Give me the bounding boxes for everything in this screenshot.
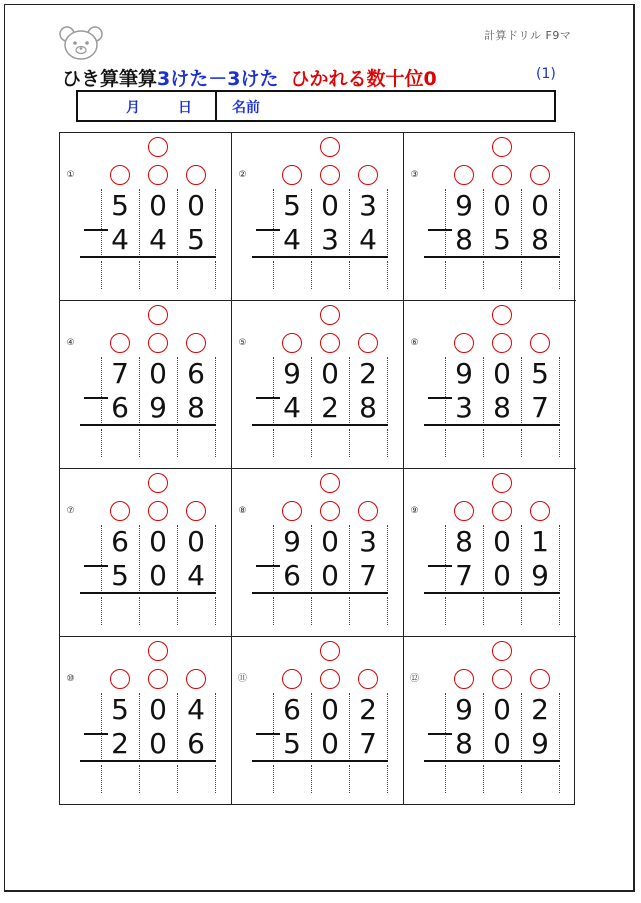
answer-area[interactable] bbox=[100, 763, 216, 795]
answer-line bbox=[80, 592, 216, 594]
subtrahend-digit: 7 bbox=[455, 559, 473, 592]
month-label: 月 bbox=[126, 100, 140, 116]
subtrahend-digit: 8 bbox=[187, 391, 205, 424]
borrow-circle[interactable] bbox=[530, 501, 550, 521]
problem-cell bbox=[60, 133, 232, 301]
minuend-digit: 1 bbox=[531, 525, 549, 558]
borrow-circle[interactable] bbox=[492, 501, 512, 521]
minuend-digit: 7 bbox=[111, 357, 129, 390]
borrow-circle[interactable] bbox=[492, 305, 512, 325]
problem-cell bbox=[60, 469, 232, 637]
subtrahend-digit: 6 bbox=[187, 727, 205, 760]
column-guide bbox=[273, 357, 274, 423]
minuend-digit: 6 bbox=[187, 357, 205, 390]
column-guide bbox=[101, 357, 102, 423]
subtrahend-digit: 8 bbox=[493, 391, 511, 424]
borrow-circle[interactable] bbox=[492, 137, 512, 157]
answer-line bbox=[252, 760, 388, 762]
problem-number: ⑦ bbox=[66, 506, 75, 516]
column-guide bbox=[311, 357, 312, 423]
minuend-digit: 0 bbox=[493, 189, 511, 222]
column-guide bbox=[177, 525, 178, 591]
column-guide bbox=[445, 357, 446, 423]
minuend-digit: 3 bbox=[359, 189, 377, 222]
minuend-digit: 3 bbox=[359, 525, 377, 558]
borrow-circle[interactable] bbox=[282, 165, 302, 185]
problem-number: ② bbox=[238, 170, 247, 180]
subtrahend-digit: 4 bbox=[111, 223, 129, 256]
minuend-digit: 0 bbox=[321, 525, 339, 558]
problem-cell bbox=[232, 301, 404, 469]
problem-cell bbox=[404, 301, 576, 469]
column-guide bbox=[445, 525, 446, 591]
answer-area[interactable] bbox=[272, 763, 388, 795]
sheet-number: (1) bbox=[536, 66, 556, 82]
minuend-digit: 0 bbox=[149, 525, 167, 558]
borrow-circle[interactable] bbox=[282, 501, 302, 521]
problem-number: ⑤ bbox=[238, 338, 247, 348]
column-guide bbox=[349, 357, 350, 423]
column-guide bbox=[387, 357, 388, 423]
answer-line bbox=[252, 424, 388, 426]
borrow-circle[interactable] bbox=[282, 333, 302, 353]
subtrahend-digit: 0 bbox=[493, 727, 511, 760]
column-guide bbox=[521, 357, 522, 423]
borrow-circle[interactable] bbox=[320, 473, 340, 493]
answer-area[interactable] bbox=[100, 427, 216, 459]
subtrahend-digit: 6 bbox=[283, 559, 301, 592]
column-guide bbox=[273, 693, 274, 759]
problem-number: ④ bbox=[66, 338, 75, 348]
borrow-circle[interactable] bbox=[530, 333, 550, 353]
column-guide bbox=[139, 525, 140, 591]
subtrahend-digit: 6 bbox=[111, 391, 129, 424]
column-guide bbox=[559, 189, 560, 255]
borrow-circle[interactable] bbox=[186, 333, 206, 353]
subtrahend-digit: 5 bbox=[187, 223, 205, 256]
borrow-circle[interactable] bbox=[454, 669, 474, 689]
answer-line bbox=[80, 760, 216, 762]
column-guide bbox=[559, 525, 560, 591]
borrow-circle[interactable] bbox=[186, 165, 206, 185]
column-guide bbox=[445, 189, 446, 255]
borrow-circle[interactable] bbox=[454, 165, 474, 185]
problem-number: ③ bbox=[410, 170, 419, 180]
column-guide bbox=[177, 693, 178, 759]
problem-cell bbox=[404, 133, 576, 301]
column-guide bbox=[273, 189, 274, 255]
borrow-circle[interactable] bbox=[148, 473, 168, 493]
borrow-circle[interactable] bbox=[148, 333, 168, 353]
minuend-digit: 5 bbox=[531, 357, 549, 390]
subtrahend-digit: 4 bbox=[359, 223, 377, 256]
subtrahend-digit: 9 bbox=[531, 559, 549, 592]
minuend-digit: 9 bbox=[283, 357, 301, 390]
borrow-circle[interactable] bbox=[320, 669, 340, 689]
minuend-digit: 0 bbox=[493, 525, 511, 558]
brand-label: 計算ドリル F9マ bbox=[484, 29, 572, 42]
minuend-digit: 0 bbox=[149, 693, 167, 726]
minuend-digit: 6 bbox=[283, 693, 301, 726]
answer-area[interactable] bbox=[444, 763, 560, 795]
minuend-digit: 0 bbox=[493, 693, 511, 726]
subtrahend-digit: 4 bbox=[149, 223, 167, 256]
column-guide bbox=[139, 357, 140, 423]
borrow-circle[interactable] bbox=[320, 333, 340, 353]
problem-number: ⑧ bbox=[238, 506, 247, 516]
subtrahend-digit: 4 bbox=[283, 391, 301, 424]
borrow-circle[interactable] bbox=[320, 137, 340, 157]
answer-line bbox=[80, 424, 216, 426]
column-guide bbox=[177, 189, 178, 255]
problem-number: ⑩ bbox=[66, 674, 75, 684]
minuend-digit: 9 bbox=[283, 525, 301, 558]
column-guide bbox=[101, 189, 102, 255]
borrow-circle[interactable] bbox=[530, 165, 550, 185]
borrow-circle[interactable] bbox=[492, 641, 512, 661]
subtrahend-digit: 3 bbox=[455, 391, 473, 424]
problem-cell bbox=[60, 301, 232, 469]
answer-line bbox=[424, 256, 560, 258]
column-guide bbox=[215, 693, 216, 759]
problem-cell bbox=[232, 469, 404, 637]
minuend-digit: 9 bbox=[455, 189, 473, 222]
problem-cell bbox=[60, 637, 232, 805]
subtrahend-digit: 7 bbox=[359, 727, 377, 760]
problem-cell bbox=[404, 637, 576, 805]
answer-area[interactable] bbox=[444, 427, 560, 459]
problem-cell bbox=[404, 469, 576, 637]
subtrahend-digit: 4 bbox=[187, 559, 205, 592]
borrow-circle[interactable] bbox=[110, 501, 130, 521]
answer-line bbox=[252, 256, 388, 258]
column-guide bbox=[559, 357, 560, 423]
column-guide bbox=[177, 357, 178, 423]
subtrahend-digit: 0 bbox=[149, 559, 167, 592]
column-guide bbox=[559, 693, 560, 759]
borrow-circle[interactable] bbox=[454, 501, 474, 521]
subtrahend-digit: 4 bbox=[283, 223, 301, 256]
subtrahend-digit: 0 bbox=[493, 559, 511, 592]
borrow-circle[interactable] bbox=[148, 165, 168, 185]
minuend-digit: 0 bbox=[149, 357, 167, 390]
subtrahend-digit: 9 bbox=[531, 727, 549, 760]
minuend-digit: 0 bbox=[149, 189, 167, 222]
column-guide bbox=[483, 693, 484, 759]
column-guide bbox=[483, 525, 484, 591]
borrow-circle[interactable] bbox=[492, 333, 512, 353]
subtrahend-digit: 2 bbox=[321, 391, 339, 424]
answer-area[interactable] bbox=[272, 595, 388, 627]
problem-cell bbox=[232, 637, 404, 805]
column-guide bbox=[349, 189, 350, 255]
column-guide bbox=[387, 189, 388, 255]
answer-area[interactable] bbox=[444, 595, 560, 627]
borrow-circle[interactable] bbox=[110, 669, 130, 689]
subtrahend-digit: 8 bbox=[455, 223, 473, 256]
name-label: 名前 bbox=[232, 100, 260, 116]
problem-number: ① bbox=[66, 170, 75, 180]
minuend-digit: 0 bbox=[187, 525, 205, 558]
borrow-circle[interactable] bbox=[320, 305, 340, 325]
column-guide bbox=[349, 693, 350, 759]
minuend-digit: 2 bbox=[531, 693, 549, 726]
minuend-digit: 2 bbox=[359, 357, 377, 390]
answer-line bbox=[424, 592, 560, 594]
answer-area[interactable] bbox=[272, 259, 388, 291]
borrow-circle[interactable] bbox=[148, 669, 168, 689]
subtrahend-digit: 7 bbox=[531, 391, 549, 424]
column-guide bbox=[387, 693, 388, 759]
title-part-2: 3けた－3けた bbox=[157, 68, 279, 90]
borrow-circle[interactable] bbox=[320, 501, 340, 521]
minuend-digit: 9 bbox=[455, 357, 473, 390]
problem-number: ⑫ bbox=[409, 674, 419, 684]
borrow-circle[interactable] bbox=[148, 137, 168, 157]
column-guide bbox=[311, 189, 312, 255]
borrow-circle[interactable] bbox=[148, 305, 168, 325]
title-part-3: ひかれる数十位0 bbox=[290, 68, 437, 90]
page-title bbox=[62, 64, 437, 91]
minuend-digit: 5 bbox=[283, 189, 301, 222]
subtrahend-digit: 5 bbox=[111, 559, 129, 592]
subtrahend-digit: 2 bbox=[111, 727, 129, 760]
subtrahend-digit: 5 bbox=[283, 727, 301, 760]
borrow-circle[interactable] bbox=[148, 641, 168, 661]
column-guide bbox=[445, 693, 446, 759]
column-guide bbox=[311, 693, 312, 759]
column-guide bbox=[139, 189, 140, 255]
minuend-digit: 0 bbox=[321, 693, 339, 726]
column-guide bbox=[521, 189, 522, 255]
problem-number: ⑪ bbox=[237, 674, 247, 684]
column-guide bbox=[483, 357, 484, 423]
subtrahend-digit: 8 bbox=[359, 391, 377, 424]
minuend-digit: 0 bbox=[321, 189, 339, 222]
problem-number: ⑨ bbox=[410, 506, 419, 516]
borrow-circle[interactable] bbox=[148, 501, 168, 521]
borrow-circle[interactable] bbox=[186, 669, 206, 689]
bear-logo-icon bbox=[58, 24, 104, 62]
column-guide bbox=[273, 525, 274, 591]
borrow-circle[interactable] bbox=[110, 165, 130, 185]
borrow-circle[interactable] bbox=[358, 501, 378, 521]
subtrahend-digit: 7 bbox=[359, 559, 377, 592]
answer-area[interactable] bbox=[272, 427, 388, 459]
subtrahend-digit: 9 bbox=[149, 391, 167, 424]
minuend-digit: 9 bbox=[455, 693, 473, 726]
column-guide bbox=[521, 525, 522, 591]
subtrahend-digit: 8 bbox=[455, 727, 473, 760]
column-guide bbox=[101, 693, 102, 759]
borrow-circle[interactable] bbox=[186, 501, 206, 521]
column-guide bbox=[215, 525, 216, 591]
borrow-circle[interactable] bbox=[358, 669, 378, 689]
answer-line bbox=[252, 592, 388, 594]
problem-number: ⑥ bbox=[410, 338, 419, 348]
borrow-circle[interactable] bbox=[358, 165, 378, 185]
subtrahend-digit: 0 bbox=[149, 727, 167, 760]
minuend-digit: 8 bbox=[455, 525, 473, 558]
borrow-circle[interactable] bbox=[110, 333, 130, 353]
problem-grid bbox=[59, 132, 575, 805]
answer-line bbox=[424, 760, 560, 762]
borrow-circle[interactable] bbox=[492, 473, 512, 493]
column-guide bbox=[387, 525, 388, 591]
minuend-digit: 5 bbox=[111, 189, 129, 222]
subtrahend-digit: 3 bbox=[321, 223, 339, 256]
answer-area[interactable] bbox=[100, 595, 216, 627]
minuend-digit: 0 bbox=[531, 189, 549, 222]
title-part-1: ひき算筆算 bbox=[62, 68, 158, 90]
borrow-circle[interactable] bbox=[454, 333, 474, 353]
answer-line bbox=[80, 256, 216, 258]
minuend-digit: 5 bbox=[111, 693, 129, 726]
borrow-circle[interactable] bbox=[492, 669, 512, 689]
answer-area[interactable] bbox=[444, 259, 560, 291]
column-guide bbox=[215, 189, 216, 255]
minuend-digit: 2 bbox=[359, 693, 377, 726]
minuend-digit: 0 bbox=[493, 357, 511, 390]
minuend-digit: 0 bbox=[321, 357, 339, 390]
column-guide bbox=[521, 693, 522, 759]
answer-area[interactable] bbox=[100, 259, 216, 291]
column-guide bbox=[139, 693, 140, 759]
column-guide bbox=[101, 525, 102, 591]
borrow-circle[interactable] bbox=[320, 165, 340, 185]
minuend-digit: 6 bbox=[111, 525, 129, 558]
subtrahend-digit: 5 bbox=[493, 223, 511, 256]
subtrahend-digit: 0 bbox=[321, 727, 339, 760]
minuend-digit: 0 bbox=[187, 189, 205, 222]
column-guide bbox=[311, 525, 312, 591]
borrow-circle[interactable] bbox=[358, 333, 378, 353]
column-guide bbox=[483, 189, 484, 255]
column-guide bbox=[349, 525, 350, 591]
day-label: 日 bbox=[178, 100, 192, 116]
borrow-circle[interactable] bbox=[282, 669, 302, 689]
subtrahend-digit: 8 bbox=[531, 223, 549, 256]
borrow-circle[interactable] bbox=[530, 669, 550, 689]
minuend-digit: 4 bbox=[187, 693, 205, 726]
borrow-circle[interactable] bbox=[320, 641, 340, 661]
borrow-circle[interactable] bbox=[492, 165, 512, 185]
problem-cell bbox=[232, 133, 404, 301]
name-divider bbox=[215, 92, 217, 120]
answer-line bbox=[424, 424, 560, 426]
subtrahend-digit: 0 bbox=[321, 559, 339, 592]
name-date-box bbox=[76, 90, 556, 122]
column-guide bbox=[215, 357, 216, 423]
